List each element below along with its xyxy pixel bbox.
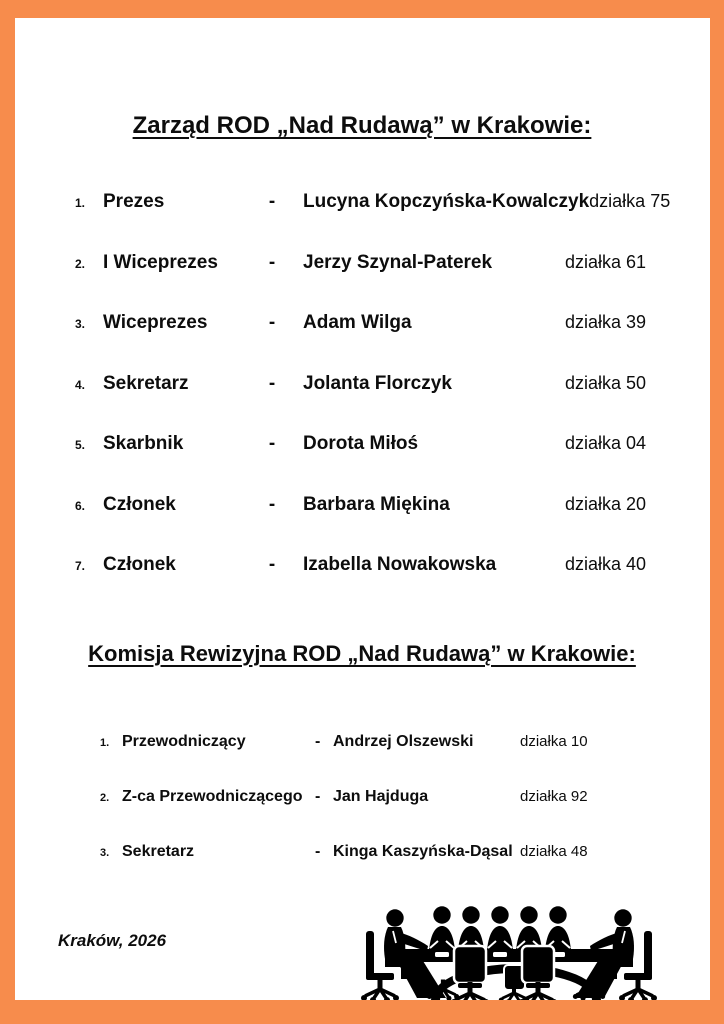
position-label: Sekretarz bbox=[122, 843, 195, 860]
audit-row bbox=[100, 788, 600, 806]
position-label: Członek bbox=[103, 494, 176, 515]
dash-separator: - bbox=[268, 373, 276, 394]
member-name: Jan Hajduga bbox=[333, 788, 429, 805]
row-number: 6. bbox=[75, 499, 86, 513]
plot-number: działka 39 bbox=[565, 312, 647, 332]
row-number: 2. bbox=[75, 257, 86, 271]
audit-row bbox=[100, 843, 600, 861]
position-label: Wiceprezes bbox=[103, 312, 208, 333]
board-row bbox=[75, 494, 657, 516]
row-number: 1. bbox=[75, 196, 86, 210]
dash-separator: - bbox=[268, 554, 276, 575]
dash-separator: - bbox=[268, 494, 276, 515]
plot-number: działka 10 bbox=[520, 733, 588, 750]
row-number: 1. bbox=[100, 737, 110, 749]
position-label: Sekretarz bbox=[103, 373, 189, 394]
row-number: 2. bbox=[100, 792, 110, 804]
plot-number: działka 92 bbox=[520, 788, 588, 805]
member-name: Adam Wilga bbox=[303, 312, 412, 333]
board-row bbox=[75, 373, 657, 395]
plot-number: działka 61 bbox=[565, 252, 647, 272]
place-date: Kraków, 2026 bbox=[58, 931, 167, 950]
member-name: Jolanta Florczyk bbox=[303, 373, 452, 394]
position-label: Członek bbox=[103, 554, 176, 575]
board-row bbox=[75, 252, 657, 274]
position-label: Z-ca Przewodniczącego bbox=[122, 788, 303, 805]
position-label: Skarbnik bbox=[103, 433, 184, 454]
dash-separator: - bbox=[268, 191, 276, 212]
audit-section-title: Komisja Rewizyjna ROD „Nad Rudawą” w Krakowie: bbox=[88, 641, 636, 666]
row-number: 3. bbox=[100, 847, 110, 859]
member-name: Kinga Kaszyńska-Dąsal bbox=[333, 843, 513, 860]
dash-separator: - bbox=[315, 788, 321, 805]
plot-number: działka 20 bbox=[565, 494, 647, 514]
member-name: Barbara Miękina bbox=[303, 494, 450, 515]
member-name: Izabella Nowakowska bbox=[303, 554, 497, 575]
board-row bbox=[75, 554, 657, 576]
member-name: Andrzej Olszewski bbox=[333, 733, 474, 750]
plot-number: działka 48 bbox=[520, 843, 588, 860]
row-number: 4. bbox=[75, 378, 86, 392]
row-number: 5. bbox=[75, 438, 86, 452]
dash-separator: - bbox=[315, 733, 321, 750]
position-label: Przewodniczący bbox=[122, 733, 246, 750]
member-name: Dorota Miłoś bbox=[303, 433, 419, 454]
board-row bbox=[75, 312, 657, 334]
meeting-table-icon bbox=[353, 902, 693, 1004]
row-number: 7. bbox=[75, 559, 86, 573]
board-row bbox=[75, 191, 671, 213]
plot-number: działka 50 bbox=[565, 373, 647, 393]
plot-number: działka 75 bbox=[589, 191, 671, 211]
member-name: Jerzy Szynal-Paterek bbox=[303, 252, 493, 273]
plot-number: działka 40 bbox=[565, 554, 647, 574]
row-number: 3. bbox=[75, 317, 86, 331]
board-section-title: Zarząd ROD „Nad Rudawą” w Krakowie: bbox=[132, 112, 592, 139]
position-label: Prezes bbox=[103, 191, 165, 212]
member-name: Lucyna Kopczyńska-Kowalczyk bbox=[303, 191, 590, 212]
plot-number: działka 04 bbox=[565, 433, 647, 453]
position-label: I Wiceprezes bbox=[103, 252, 218, 273]
board-row bbox=[75, 433, 657, 455]
audit-row bbox=[100, 733, 600, 751]
dash-separator: - bbox=[315, 843, 321, 860]
dash-separator: - bbox=[268, 433, 276, 454]
dash-separator: - bbox=[268, 312, 276, 333]
dash-separator: - bbox=[268, 252, 276, 273]
